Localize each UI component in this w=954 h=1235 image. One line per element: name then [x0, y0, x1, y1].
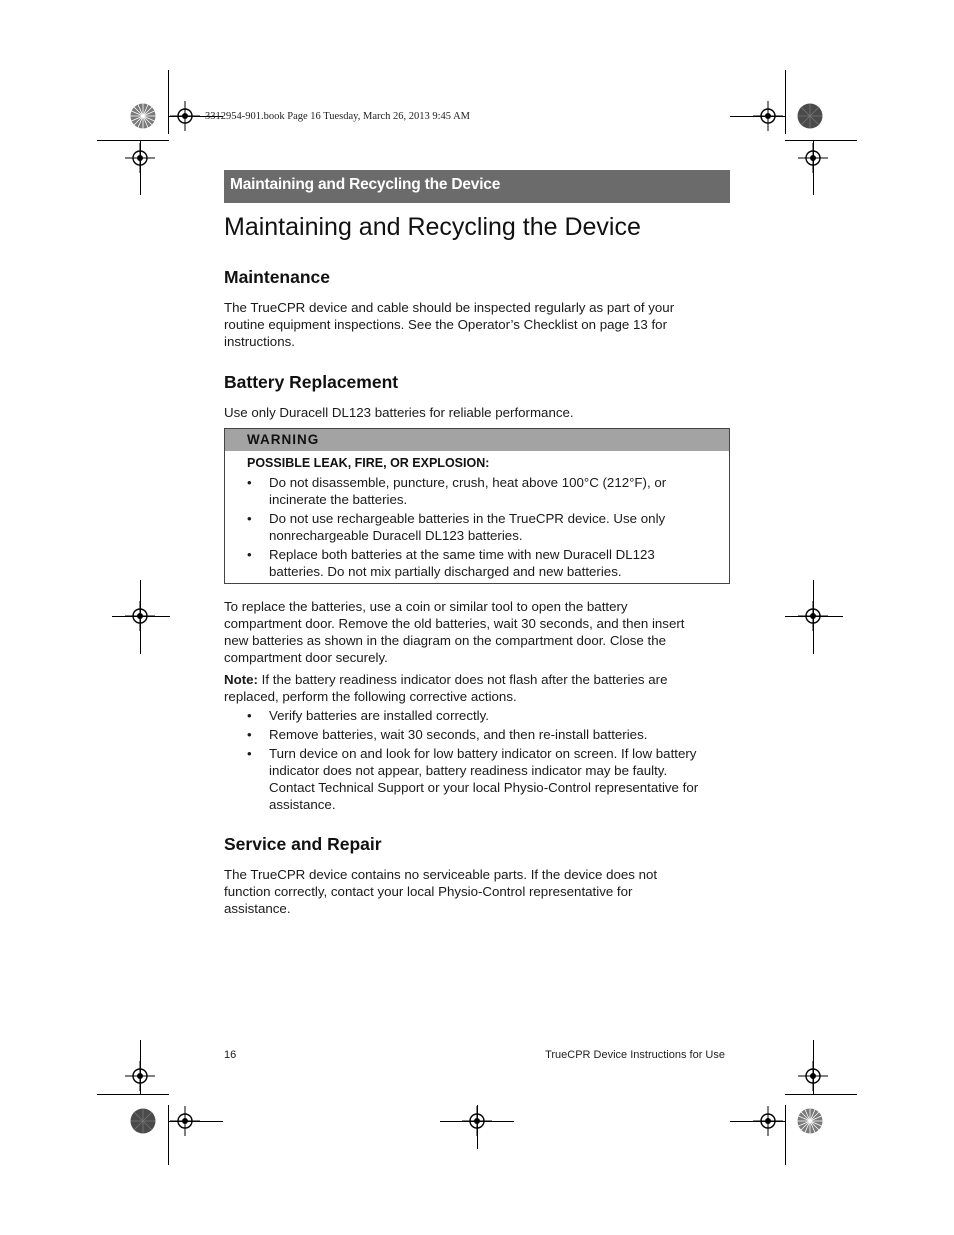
warning-header	[225, 429, 729, 451]
color-target-icon	[797, 1108, 823, 1134]
list-item: • Replace both batteries at the same time with new Duracell DL123 batteries. Do not mix partially discharged and new batteries.	[247, 546, 717, 580]
page-title: Maintaining and Recycling the Device	[224, 213, 641, 241]
running-header-text: Maintaining and Recycling the Device	[230, 176, 501, 193]
registration-mark-icon	[798, 143, 828, 173]
print-slug: 3312954-901.book Page 16 Tuesday, March 26, 2013 9:45 AM	[205, 111, 471, 122]
footer-doc-title: TrueCPR Device Instructions for Use	[545, 1049, 725, 1061]
registration-mark-icon	[462, 1106, 492, 1136]
note-paragraph: Note: If the battery readiness indicator does not flash after the batteries are replaced, perform the following corrective actions.	[224, 672, 668, 704]
list-item: • Turn device on and look for low battery indicator on screen. If low battery indicator does not appear, battery readiness indicator may be faulty. Contact Technical Support or your local Physio-Control representative for assistance.	[247, 745, 727, 813]
registration-mark-icon	[798, 1061, 828, 1091]
corrective-actions-list	[247, 707, 727, 815]
color-target-icon	[130, 1108, 156, 1134]
list-item: • Do not disassemble, puncture, crush, heat above 100°C (212°F), or incinerate the batteries.	[247, 474, 717, 508]
list-item: • Do not use rechargeable batteries in the TrueCPR device. Use only nonrechargeable Duracell DL123 batteries.	[247, 510, 717, 544]
warning-box	[224, 428, 730, 584]
maintenance-heading: Maintenance	[224, 267, 330, 287]
registration-mark-icon	[125, 1061, 155, 1091]
page-number: 16	[224, 1049, 237, 1061]
registration-mark-icon	[125, 601, 155, 631]
registration-mark-icon	[753, 101, 783, 131]
registration-mark-icon	[798, 601, 828, 631]
list-item: • Verify batteries are installed correctly.	[247, 707, 727, 724]
battery-heading: Battery Replacement	[224, 372, 399, 392]
warning-label: WARNING	[247, 432, 320, 447]
note-label: Note:	[224, 672, 258, 687]
registration-mark-icon	[170, 1106, 200, 1136]
registration-mark-icon	[753, 1106, 783, 1136]
warning-subtitle: POSSIBLE LEAK, FIRE, OR EXPLOSION:	[247, 456, 490, 470]
color-target-icon	[797, 103, 823, 129]
color-target-icon	[130, 103, 156, 129]
service-paragraph: The TrueCPR device contains no serviceable parts. If the device does not function correctly, contact your local Physio-Control representative for assistance.	[224, 867, 658, 916]
battery-intro: Use only Duracell DL123 batteries for reliable performance.	[224, 405, 574, 420]
registration-mark-icon	[170, 101, 200, 131]
service-heading: Service and Repair	[224, 834, 382, 854]
warning-list	[247, 474, 717, 582]
replace-paragraph: To replace the batteries, use a coin or similar tool to open the battery compartment door. Remove the old batteries, wait 30 seconds, and then insert new batteries as shown in the diagram on the compartment door. Close the compartment door securely.	[224, 599, 685, 665]
list-item: • Remove batteries, wait 30 seconds, and then re-install batteries.	[247, 726, 727, 743]
maintenance-paragraph: The TrueCPR device and cable should be inspected regularly as part of your routine equipment inspections. See the Operator’s Checklist on page 13 for instructions.	[224, 300, 675, 349]
registration-mark-icon	[125, 143, 155, 173]
running-header-bar	[224, 170, 730, 203]
